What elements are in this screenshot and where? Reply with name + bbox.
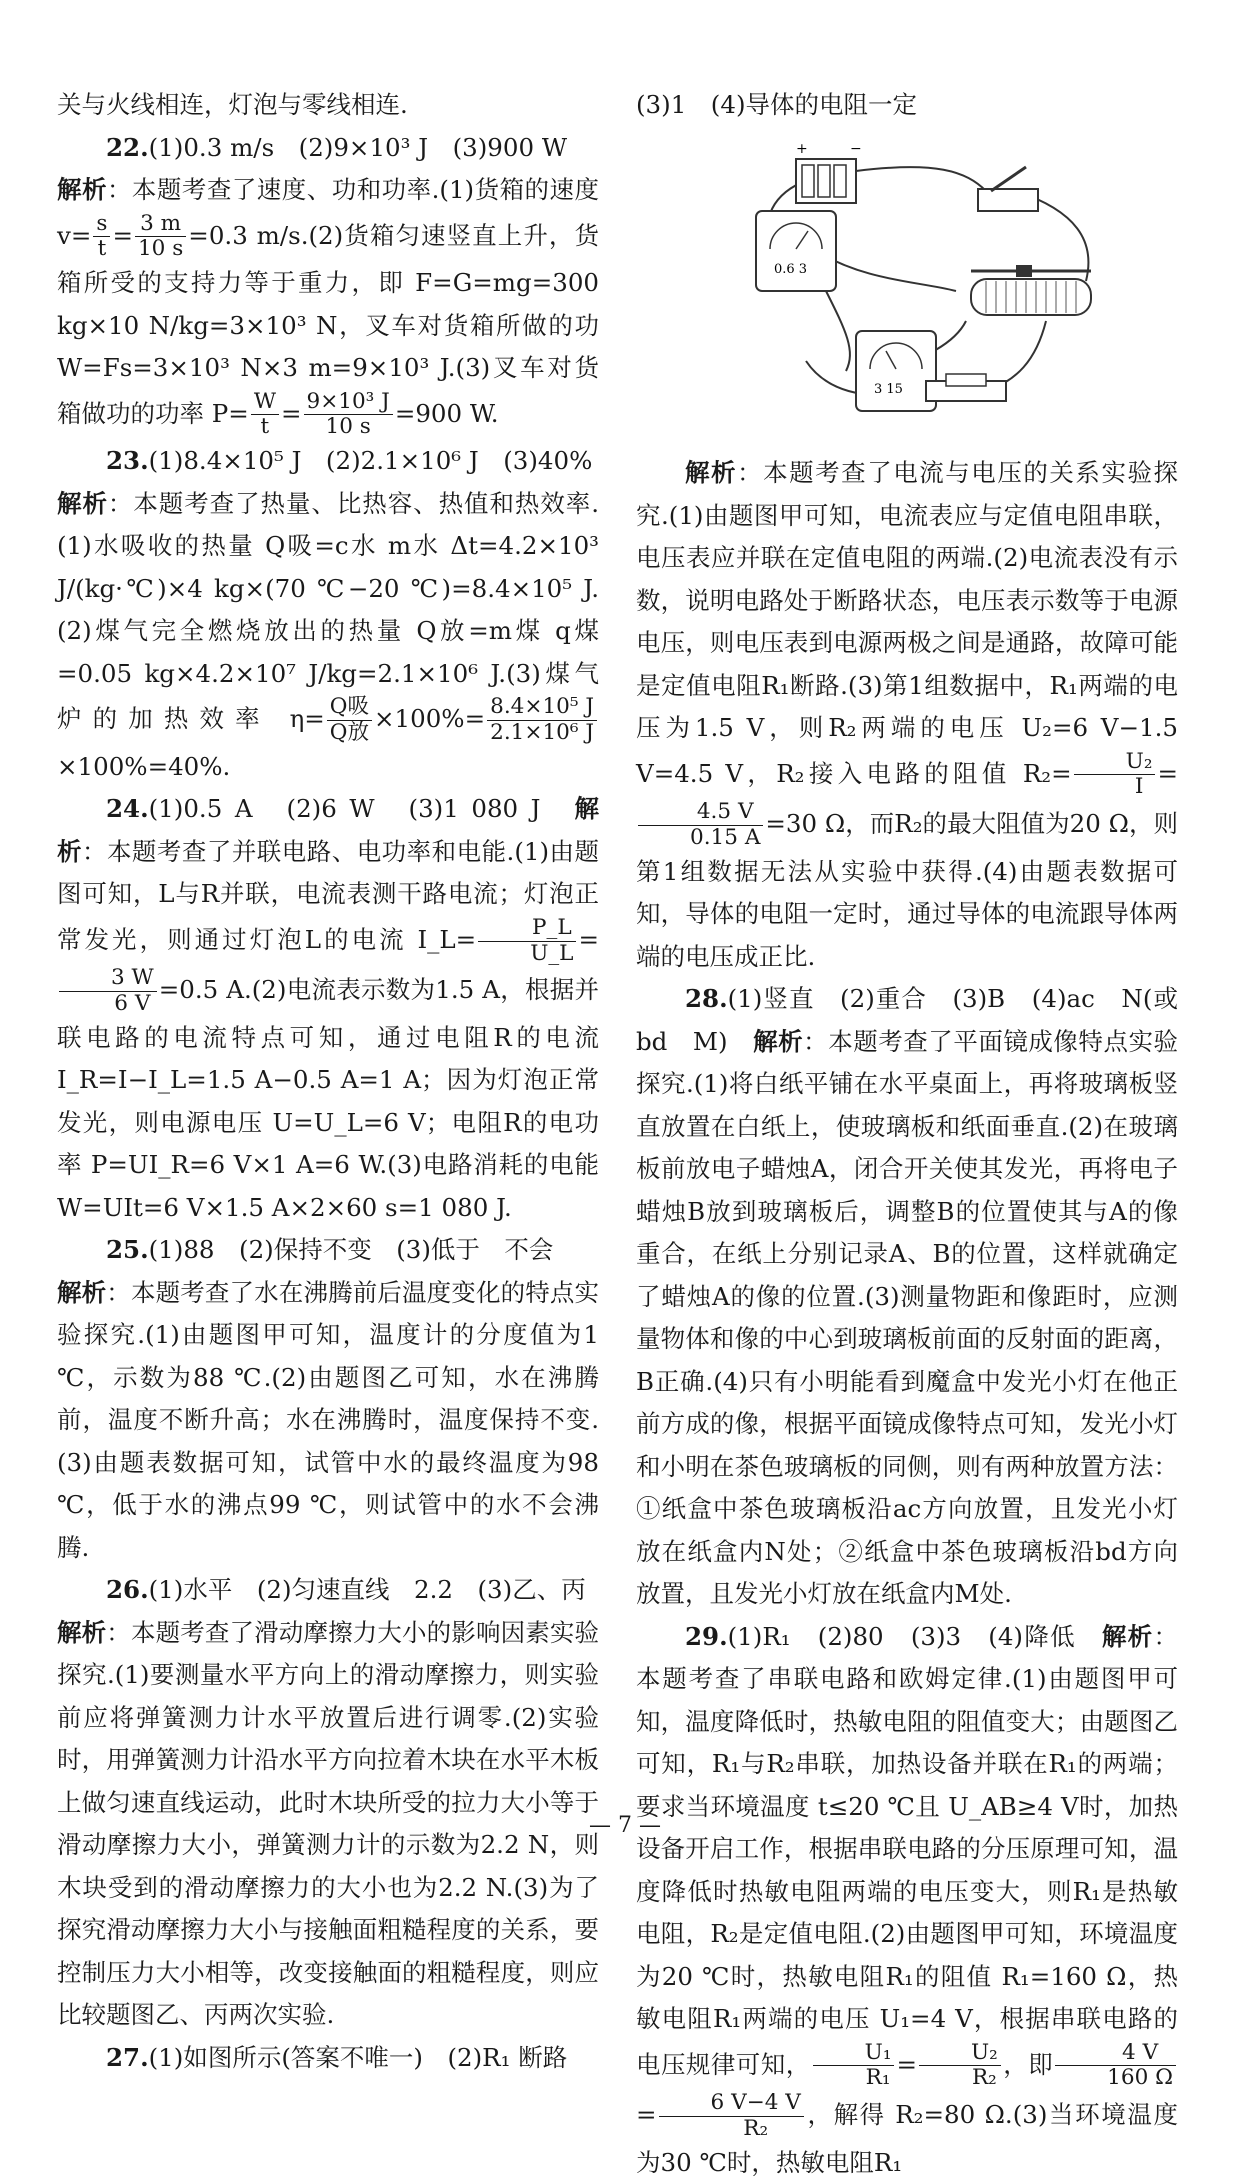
fraction: $\frac{P\_L}{U\_L}$ <box>478 916 576 967</box>
ammeter-scale-label: 0.6 3 <box>774 261 808 277</box>
right-column <box>636 84 1178 2184</box>
wire <box>856 167 986 191</box>
battery-minus-label: − <box>850 140 862 157</box>
q24-answer: 24.(1)0.5 A (2)6 W (3)1 080 J 解析：本题考查了并联电路、电功率和电能.(1)由题图可知，L与R并联，电流表测干路电流；灯泡正常发光，则通过灯泡L的电流 I_L= $\frac{P\_L}{U\_L}$ = $\frac{3 W}{6 V}$ =0.5 A.(2)电流表示数为1.5 A，根据并联电路的电流特点可知，通过电阻R的电流 I_R=I−I_L=1.5 A−0.5 A=1 A；因为灯泡正常发光，则电源电压 U=U_L=6 V；电阻R的电功率 P=UI_R=6 V×1 A=6 W.(3)电路消耗的电能 W=UIt=6 V×1.5 A×2×60 s=1 080 J. <box>57 794 599 1222</box>
intro-line: 关与火线相连，灯泡与零线相连. <box>57 90 408 119</box>
q23-answer: 23.(1)8.4×10⁵ J (2)2.1×10⁶ J (3)40% <box>106 446 593 476</box>
fraction: $\frac{4 V}{160 \Omega}$ <box>1055 2041 1176 2092</box>
q29-answer: 29.(1)R₁ (2)80 (3)3 (4)降低 解析：本题考查了串联电路和欧姆定律.(1)由题图甲可知，温度降低时，热敏电阻的阻值变大；由题图乙可知，R₁与R₂串联，加热设备并联在R₁的两端；要求当环境温度 t≤20 ℃且 U_AB≥4 V时，加热设备开启工作，根据串联电路的分压原理可知，温度降低时热敏电阻两端的电压变大，则R₁是热敏电阻，R₂是定值电阻.(2)由题图甲可知，环境温度为20 ℃时，热敏电阻R₁的阻值 R₁=160 Ω，热敏电阻R₁两端的电压 U₁=4 V，根据串联电路的电压规律可知， $\frac{\text{U₁}}{\text{R₁}}$ = $\frac{\text{U₂}}{\text{R₂}}$ ，即 $\frac{4 V}{160 \Omega}$ = $\frac{6 V-4 V}{\text{R₂}}$ ，解得 R₂=80 Ω.(3)当环境温度为30 ℃时，热敏电阻R₁ <box>636 1621 1178 2177</box>
fixed-resistor <box>926 374 1006 401</box>
fraction: $\frac{3 m}{10 s}$ <box>135 212 186 263</box>
left-column <box>57 84 599 2079</box>
fraction: $\frac{\text{9×10³ J}}{10 s}$ <box>304 390 393 441</box>
q23-analysis: 解析：本题考查了热量、比热容、热值和热效率.(1)水吸收的热量 Q吸=c水 m水 Δt=4.2×10³ J/(kg·℃)×4 kg×(70 ℃−20 ℃)=8.4×10⁵ J.(2)煤气完全燃烧放出的热量 Q放=m煤 q煤=0.05 kg×4.2×10⁷ J/kg=2.1×10⁶ J.(3)煤气炉的加热效率 η= $\frac{\text{Q吸}}{\text{Q放}}$ ×100%= $\frac{\text{8.4×10⁵ J}}{\text{2.1×10⁶ J}}$ ×100%=40%. <box>57 488 600 781</box>
fraction: $\frac{\text{U₂}}{I}$ <box>1074 750 1156 801</box>
wire <box>826 291 850 371</box>
switch <box>978 167 1038 211</box>
voltmeter-scale-label: 3 15 <box>874 381 903 397</box>
fraction: $\frac{\text{U₁}}{\text{R₁}}$ <box>813 2041 895 2092</box>
fraction: $\frac{s}{t}$ <box>93 212 110 263</box>
fraction: $\frac{\text{U₂}}{\text{R₂}}$ <box>919 2041 1001 2092</box>
q26-answer: 26.(1)水平 (2)匀速直线 2.2 (3)乙、丙 <box>106 1575 586 1605</box>
fraction: $\frac{3 W}{6 V}$ <box>59 966 157 1017</box>
fraction: $\frac{4.5 V}{0.15 A}$ <box>638 800 763 851</box>
battery-plus-label: + <box>796 140 808 157</box>
battery <box>796 141 862 203</box>
q22-answer: 22.(1)0.3 m/s (2)9×10³ J (3)900 W <box>106 132 568 162</box>
fraction: $\frac{\text{Q吸}}{\text{Q放}}$ <box>327 695 372 746</box>
q26-analysis: 解析：本题考查了滑动摩擦力大小的影响因素实验探究.(1)要测量水平方向上的滑动摩擦力，则实验前应将弹簧测力计水平放置后进行调零.(2)实验时，用弹簧测力计沿水平方向拉着木块在水平木板上做匀速直线运动，此时木块所受的拉力大小等于滑动摩擦力大小，弹簧测力计的示数为2.2 N，则木块受到的滑动摩擦力的大小也为2.2 N.(3)为了探究滑动摩擦力大小与接触面粗糙程度的关系，要控制压力大小相等，改变接触面的粗糙程度，则应比较题图乙、丙两次实验. <box>57 1617 600 2030</box>
q28-answer: 28.(1)竖直 (2)重合 (3)B (4)ac N(或 bd M) 解析：本题考查了平面镜成像特点实验探究.(1)将白纸平铺在水平桌面上，再将玻璃板竖直放置在白纸上，使玻璃板和纸面垂直.(2)在玻璃板前放电子蜡烛A，闭合开关使其发光，再将电子蜡烛B放到玻璃板后，调整B的位置使其与A的像重合，在纸上分别记录A、B的位置，这样就确定了蜡烛A的像的位置.(3)测量物距和像距时，应测量物体和像的中心到玻璃板前面的反射面的距离，B正确.(4)只有小明能看到魔盒中发光小灯在他正前方成的像，根据平面镜成像特点可知，发光小灯和小明在茶色玻璃板的同侧，则有两种放置方法：①纸盒中茶色玻璃板沿ac方向放置，且发光小灯放在纸盒内N处；②纸盒中茶色玻璃板沿bd方向放置，且发光小灯放在纸盒内M处. <box>636 984 1179 1609</box>
q25-analysis: 解析：本题考查了水在沸腾前后温度变化的特点实验探究.(1)由题图甲可知，温度计的分度值为1 ℃，示数为88 ℃.(2)由题图乙可知，水在沸腾前，温度不断升高；水在沸腾时，温度保持不变.(3)由题表数据可知，试管中水的最终温度为98 ℃，低于水的沸点99 ℃，则试管中的水不会沸腾. <box>57 1277 600 1562</box>
q27-analysis: 解析：本题考查了电流与电压的关系实验探究.(1)由题图甲可知，电流表应与定值电阻串联，电压表应并联在定值电阻的两端.(2)电流表没有示数，说明电路处于断路状态，电压表示数等于电源电压，则电压表到电源两极之间是通路，故障可能是定值电阻R₁断路.(3)第1组数据中，R₁两端的电压为1.5 V，则R₂两端的电压 U₂=6 V−1.5 V=4.5 V，R₂接入电路的阻值 R₂= $\frac{\text{U₂}}{I}$ = $\frac{4.5 V}{0.15 A}$ =30 Ω，而R₂的最大阻值为20 Ω，则第1组数据无法从实验中获得.(4)由题表数据可知，导体的电阻一定时，通过导体的电流跟导体两端的电压成正比. <box>636 458 1179 971</box>
rheostat <box>971 265 1091 315</box>
fraction: $\frac{W}{t}$ <box>251 390 279 441</box>
q22-analysis: 解析：本题考查了速度、功和功率.(1)货箱的速度 v= $\frac{s}{t}$ = $\frac{3 m}{10 s}$ =0.3 m/s.(2)货箱匀速竖直上升，货箱所受的支持力等于重力，即 F=G=mg=300 kg×10 N/kg=3×10³ N，叉车对货箱所做的功 W=Fs=3×10³ N×3 m=9×10³ J.(3)叉车对货箱做功的功率 P= $\frac{W}{t}$ = $\frac{\text{9×10³ J}}{10 s}$ =900 W. <box>57 175 599 440</box>
ammeter <box>756 211 836 291</box>
voltmeter <box>856 331 936 411</box>
q27-answer: 27.(1)如图所示(答案不唯一) (2)R₁ 断路 <box>106 2042 568 2072</box>
circuit-diagram <box>716 131 1096 431</box>
q25-answer: 25.(1)88 (2)保持不变 (3)低于 不会 <box>106 1235 554 1265</box>
fraction: $\frac{\text{8.4×10⁵ J}}{\text{2.1×10⁶ J}}$ <box>487 695 597 746</box>
page-number: — 7 — <box>589 1813 661 1838</box>
q27-continued: (3)1 (4)导体的电阻一定 <box>636 90 917 119</box>
fraction: $\frac{6 V-4 V}{\text{R₂}}$ <box>659 2091 804 2142</box>
